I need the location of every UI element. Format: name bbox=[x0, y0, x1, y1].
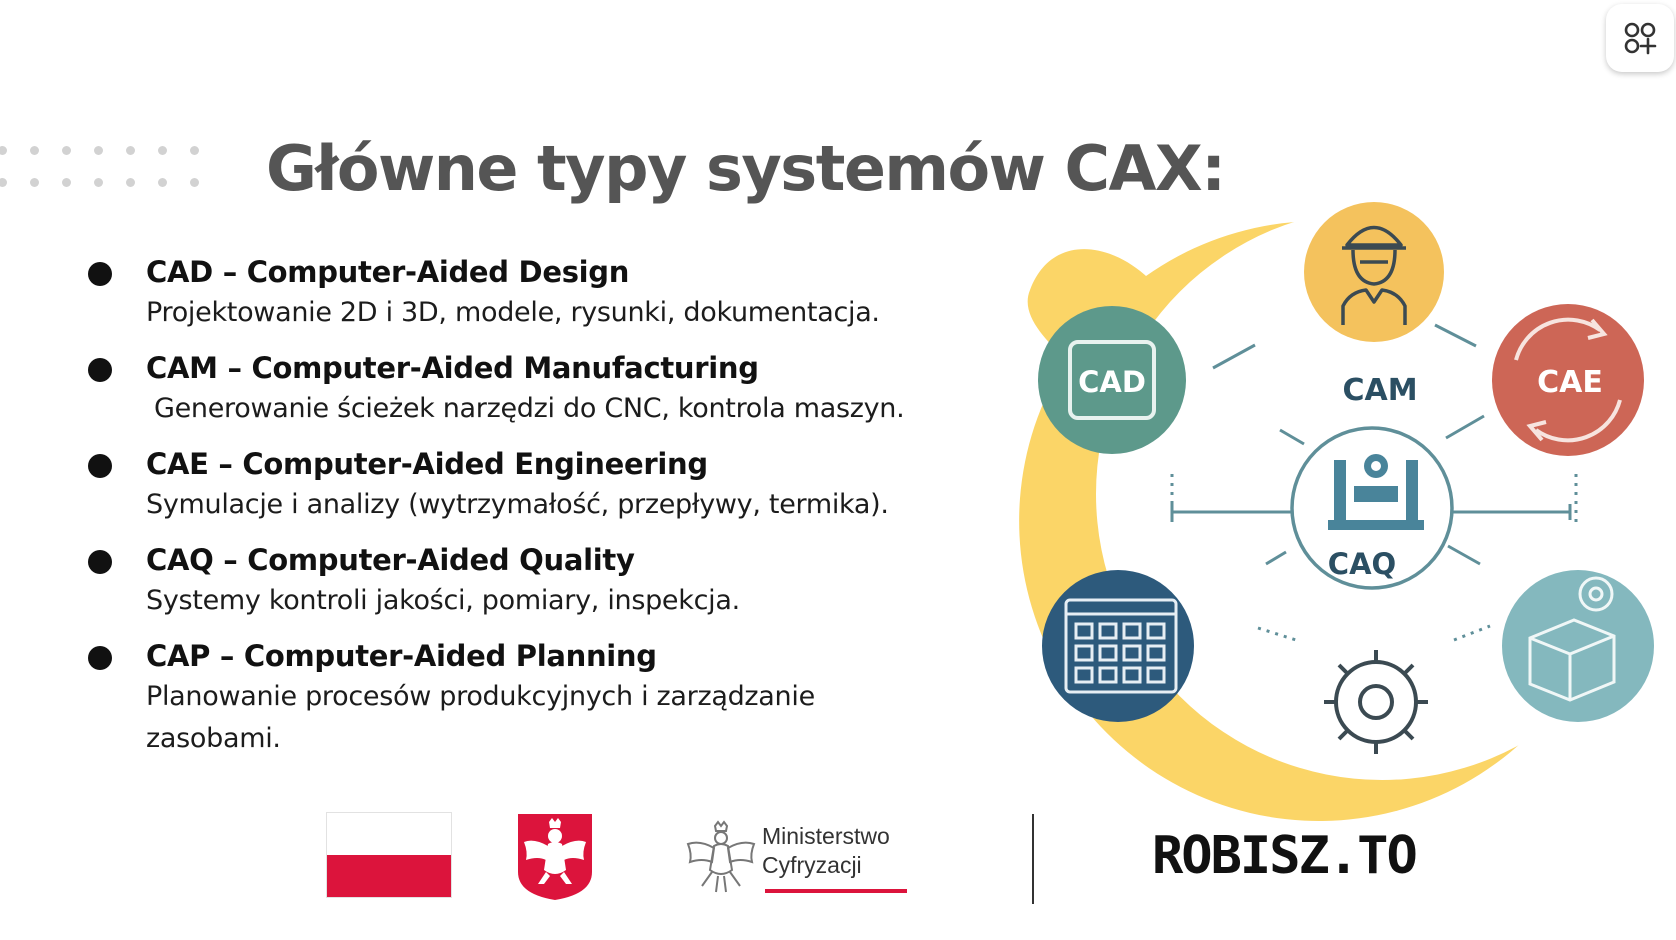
bullet-dot bbox=[88, 262, 112, 286]
list-item-cad bbox=[88, 252, 1018, 334]
list-item-cap bbox=[88, 636, 1018, 760]
cad-label: CAD bbox=[1078, 365, 1146, 399]
bullet-description: Systemy kontroli jakości, pomiary, inspekcja. bbox=[146, 585, 740, 616]
ministry-line-1: Ministerstwo bbox=[762, 823, 890, 849]
ministry-name bbox=[762, 822, 922, 880]
apps-add-icon bbox=[1623, 21, 1657, 55]
bullet-description: Projektowanie 2D i 3D, modele, rysunki, dokumentacja. bbox=[146, 297, 880, 328]
bullet-heading: CAE – Computer-Aided Engineering bbox=[146, 447, 708, 481]
list-item-caq bbox=[88, 540, 1018, 622]
cae-label: CAE bbox=[1537, 365, 1603, 400]
bullet-heading: CAP – Computer-Aided Planning bbox=[146, 639, 657, 673]
slide-title: Główne typy systemów CAX: bbox=[266, 132, 1225, 205]
bullet-heading: CAD – Computer-Aided Design bbox=[146, 255, 630, 289]
bullet-description: Generowanie ścieżek narzędzi do CNC, kontrola maszyn. bbox=[154, 393, 905, 424]
bullet-dot bbox=[88, 646, 112, 670]
footer-divider bbox=[1032, 814, 1034, 904]
polish-emblem-icon bbox=[516, 812, 594, 902]
decorative-dots bbox=[0, 146, 208, 192]
bullet-dot bbox=[88, 550, 112, 574]
bullet-dot bbox=[88, 358, 112, 382]
bullet-description: Planowanie procesów produkcyjnych i zarządzanie zasobami. bbox=[146, 681, 815, 754]
ministry-red-bar bbox=[765, 889, 907, 893]
bullet-description: Symulacje i analizy (wytrzymałość, przepływy, termika). bbox=[146, 489, 889, 520]
list-item-cam bbox=[88, 348, 1018, 430]
bullet-heading: CAM – Computer-Aided Manufacturing bbox=[146, 351, 759, 385]
engineer-node bbox=[1304, 202, 1444, 342]
robisz-logo: ROBISZ.TO bbox=[1152, 826, 1416, 886]
list-item-cae bbox=[88, 444, 1018, 526]
cax-diagram bbox=[1010, 190, 1676, 830]
apps-add-button[interactable] bbox=[1606, 4, 1674, 72]
cam-label: CAM bbox=[1342, 373, 1418, 408]
cax-types-list bbox=[88, 252, 1018, 774]
bullet-dot bbox=[88, 454, 112, 478]
ministry-line-2: Cyfryzacji bbox=[762, 852, 862, 878]
simulation-node bbox=[1502, 570, 1654, 722]
ministry-eagle-icon bbox=[682, 818, 760, 900]
polish-flag bbox=[326, 812, 452, 898]
caq-label: CAQ bbox=[1327, 547, 1397, 581]
bullet-heading: CAQ – Computer-Aided Quality bbox=[146, 543, 635, 577]
